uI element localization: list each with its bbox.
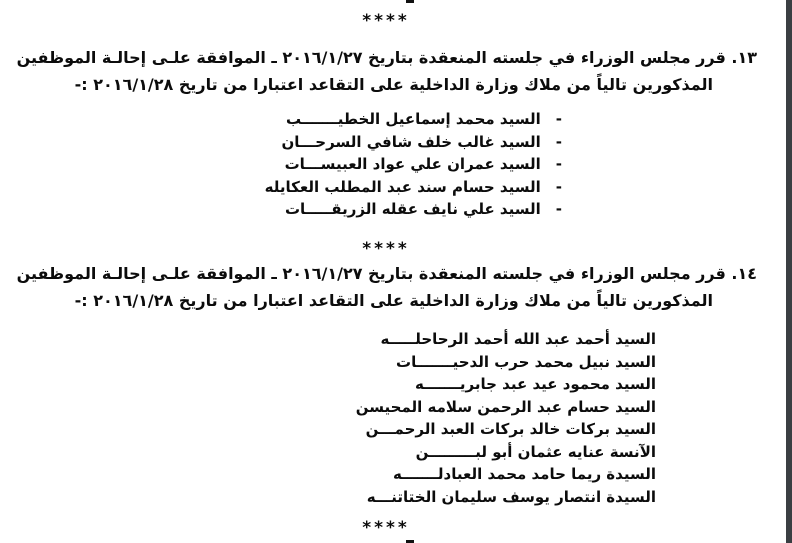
decision-14-name-list xyxy=(0,328,792,508)
retiree-name: السيد أحمد عبد الله أحمد الرحاحلـــــه xyxy=(380,330,656,348)
retiree-name: السيدة ريما حامد محمد العبادلـــــــه xyxy=(392,465,656,483)
retiree-name-row xyxy=(0,108,792,131)
retiree-name-row xyxy=(0,153,792,176)
retiree-name-row xyxy=(0,463,792,486)
decision-13-header-line2: المذكورين تالياً من ملاك وزارة الداخلية على التقاعد اعتبارا من تاريخ ٢٠١٦/١/٢٨ :- xyxy=(74,75,713,94)
retiree-name: السيد محمود عيد عبد جابريـــــــه xyxy=(414,375,656,393)
decision-13-header-line1: ١٣. قرر مجلس الوزراء في جلسته المنعقدة بتاريخ ٢٠١٦/١/٢٧ ـ الموافقة علـى إحالـة الموظفين xyxy=(16,48,757,67)
retiree-name-row xyxy=(0,328,792,351)
retiree-name-row xyxy=(0,351,792,374)
retiree-name-row xyxy=(0,176,792,199)
retiree-name: السيدة انتصار يوسف سليمان الختاتنـــه xyxy=(366,487,656,506)
retiree-name: السيد حسام عبد الرحمن سلامه المحيسن xyxy=(355,397,656,416)
retiree-name-row xyxy=(0,198,792,221)
retiree-name: السيد حسام سند عبد المطلب العكايله xyxy=(264,177,541,196)
retiree-name-row xyxy=(0,396,792,419)
separator-mid: **** xyxy=(362,239,410,259)
separator-bottom: **** xyxy=(362,518,410,538)
retiree-name: السيد محمد إسماعيل الخطيـــــــب xyxy=(286,110,541,128)
list-dash: - xyxy=(555,110,562,128)
decision-13-name-list xyxy=(0,108,792,221)
top-edge-mark xyxy=(406,0,414,3)
decision-14-header-line2: المذكورين تالياً من ملاك وزارة الداخلية على التقاعد اعتبارا من تاريخ ٢٠١٦/١/٢٨ :- xyxy=(74,291,713,310)
list-dash: - xyxy=(555,177,562,196)
separator-top: **** xyxy=(362,11,410,31)
list-dash: - xyxy=(555,200,562,218)
retiree-name-row xyxy=(0,418,792,441)
list-dash: - xyxy=(555,132,562,151)
decision-13-header xyxy=(0,44,792,98)
retiree-name: السيد عمران علي عواد العبيســـات xyxy=(284,155,541,173)
retiree-name-row xyxy=(0,131,792,154)
decision-14-header-line1: ١٤. قرر مجلس الوزراء في جلسته المنعقدة بتاريخ ٢٠١٦/١/٢٧ ـ الموافقة علـى إحالـة الموظفين xyxy=(16,264,757,283)
retiree-name: السيد علي نايف عقله الزريقـــــات xyxy=(284,200,541,218)
retiree-name: الآنسة عنايه عثمان أبو لبـــــــــن xyxy=(415,442,656,461)
decision-14-header xyxy=(0,260,792,314)
retiree-name: السيد غالب خلف شافي السرحـــان xyxy=(281,132,541,151)
list-dash: - xyxy=(555,155,562,173)
retiree-name: السيد نبيل محمد حرب الدحيـــــــات xyxy=(396,352,656,371)
retiree-name-row xyxy=(0,373,792,396)
retiree-name-row xyxy=(0,441,792,464)
retiree-name: السيد بركات خالد بركات العبد الرحمـــن xyxy=(365,420,656,438)
retiree-name-row xyxy=(0,486,792,509)
